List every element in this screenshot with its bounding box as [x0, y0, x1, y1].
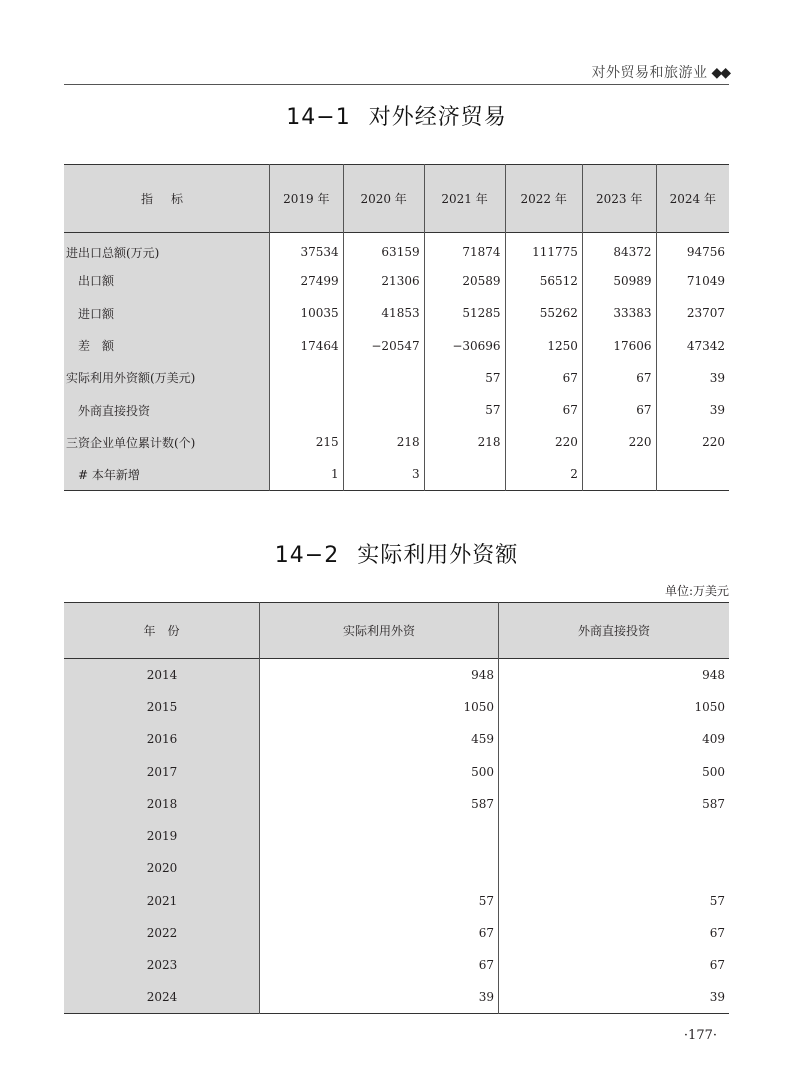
table-cell: 39 — [499, 981, 730, 1013]
row-year: 2014 — [64, 659, 260, 691]
row-year: 2022 — [64, 917, 260, 949]
table-cell — [260, 852, 499, 884]
table-row — [64, 426, 729, 458]
table-row — [64, 297, 729, 329]
table-row — [64, 265, 729, 297]
row-label: 外商直接投资 — [64, 394, 270, 426]
table-row — [64, 788, 729, 820]
foreign-trade-table — [64, 164, 729, 491]
table-cell: 57 — [424, 394, 505, 426]
table-cell: 39 — [260, 981, 499, 1013]
header-year: 2021 年 — [424, 165, 505, 233]
diamond-marker-icon: ◆◆ — [711, 65, 729, 81]
table-row — [64, 659, 729, 691]
table-cell: 51285 — [424, 297, 505, 329]
table-cell: 17606 — [582, 329, 656, 361]
header-year: 2022 年 — [505, 165, 582, 233]
table-cell — [343, 362, 424, 394]
row-year: 2024 — [64, 981, 260, 1013]
table-header-row — [64, 603, 729, 659]
row-year: 2023 — [64, 949, 260, 981]
table-cell — [270, 394, 344, 426]
row-year: 2015 — [64, 691, 260, 723]
table-cell: 948 — [260, 659, 499, 691]
row-year: 2017 — [64, 755, 260, 787]
header-year: 2024 年 — [656, 165, 729, 233]
table-cell: 1050 — [260, 691, 499, 723]
table-row — [64, 394, 729, 426]
table-cell: 94756 — [656, 233, 729, 265]
header-year: 2023 年 — [582, 165, 656, 233]
table-cell: 500 — [499, 755, 730, 787]
table-cell: 1 — [270, 459, 344, 491]
table-cell: 67 — [582, 362, 656, 394]
table-cell: 23707 — [656, 297, 729, 329]
table1-title-text: 对外经济贸易 — [368, 105, 507, 130]
table-cell: −30696 — [424, 329, 505, 361]
table-cell: 67 — [499, 949, 730, 981]
row-year: 2021 — [64, 885, 260, 917]
table-row — [64, 233, 729, 265]
table-cell: 37534 — [270, 233, 344, 265]
row-label: # 本年新增 — [64, 459, 270, 491]
table-cell: 218 — [424, 426, 505, 458]
table-cell — [499, 820, 730, 852]
table2-title — [0, 538, 793, 569]
table-cell: 63159 — [343, 233, 424, 265]
table-cell: 500 — [260, 755, 499, 787]
row-year: 2019 — [64, 820, 260, 852]
table-cell: 17464 — [270, 329, 344, 361]
table-cell: 587 — [260, 788, 499, 820]
table-cell — [343, 394, 424, 426]
header-actual-foreign-capital: 实际利用外资 — [260, 603, 499, 659]
table-cell: 67 — [505, 362, 582, 394]
table-cell: 67 — [505, 394, 582, 426]
table-cell: 67 — [499, 917, 730, 949]
table-cell: 2 — [505, 459, 582, 491]
row-year: 2018 — [64, 788, 260, 820]
table-cell: 47342 — [656, 329, 729, 361]
row-label: 进出口总额(万元) — [64, 233, 270, 265]
foreign-investment-table — [64, 602, 729, 1014]
header-year: 年 份 — [64, 603, 260, 659]
table-cell: 459 — [260, 723, 499, 755]
table-cell: 50989 — [582, 265, 656, 297]
header-year: 2019 年 — [270, 165, 344, 233]
table-cell — [424, 459, 505, 491]
table-cell: 27499 — [270, 265, 344, 297]
table-cell: 55262 — [505, 297, 582, 329]
row-label: 三资企业单位累计数(个) — [64, 426, 270, 458]
table-header-row — [64, 165, 729, 233]
table-cell: 948 — [499, 659, 730, 691]
table-row — [64, 723, 729, 755]
table-cell: 220 — [582, 426, 656, 458]
table-cell: 409 — [499, 723, 730, 755]
table-row — [64, 691, 729, 723]
table-cell: 111775 — [505, 233, 582, 265]
table-cell: 21306 — [343, 265, 424, 297]
table-cell: 67 — [260, 949, 499, 981]
table-row — [64, 885, 729, 917]
table-row — [64, 981, 729, 1013]
header-year: 2020 年 — [343, 165, 424, 233]
table-cell: 10035 — [270, 297, 344, 329]
table-row — [64, 459, 729, 491]
table-cell: 71049 — [656, 265, 729, 297]
table2-number: 14−2 — [274, 543, 340, 568]
table-cell: 57 — [260, 885, 499, 917]
header-fdi: 外商直接投资 — [499, 603, 730, 659]
table-cell — [656, 459, 729, 491]
table-row — [64, 820, 729, 852]
table-cell — [270, 362, 344, 394]
header-rule — [64, 84, 729, 85]
table-row — [64, 949, 729, 981]
table-cell: 57 — [424, 362, 505, 394]
table-row — [64, 852, 729, 884]
table-cell: 587 — [499, 788, 730, 820]
row-year: 2016 — [64, 723, 260, 755]
table-cell — [582, 459, 656, 491]
table-cell: 1050 — [499, 691, 730, 723]
table-cell: 1250 — [505, 329, 582, 361]
table-cell: 57 — [499, 885, 730, 917]
table-cell: 67 — [260, 917, 499, 949]
table1-title — [0, 100, 793, 131]
table-cell: 39 — [656, 362, 729, 394]
unit-note: 单位:万美元 — [664, 584, 729, 598]
table-row — [64, 329, 729, 361]
row-label: 出口额 — [64, 265, 270, 297]
table-cell — [260, 820, 499, 852]
table-cell: 33383 — [582, 297, 656, 329]
table1-number: 14−1 — [286, 105, 351, 130]
table-row — [64, 917, 729, 949]
table-row — [64, 755, 729, 787]
row-label: 实际利用外资额(万美元) — [64, 362, 270, 394]
table-cell: 220 — [505, 426, 582, 458]
table-cell: 20589 — [424, 265, 505, 297]
table2-title-text: 实际利用外资额 — [357, 543, 519, 568]
table-cell: 220 — [656, 426, 729, 458]
row-year: 2020 — [64, 852, 260, 884]
table-cell: 84372 — [582, 233, 656, 265]
table-cell: 215 — [270, 426, 344, 458]
row-label: 差 额 — [64, 329, 270, 361]
header-indicator: 指标 — [64, 165, 270, 233]
table-cell: 67 — [582, 394, 656, 426]
row-label: 进口额 — [64, 297, 270, 329]
table-cell: 71874 — [424, 233, 505, 265]
table-cell: 41853 — [343, 297, 424, 329]
running-header-text: 对外贸易和旅游业 — [591, 65, 708, 81]
table-cell: 3 — [343, 459, 424, 491]
table-row — [64, 362, 729, 394]
table-cell: −20547 — [343, 329, 424, 361]
table-cell: 56512 — [505, 265, 582, 297]
page-number: ·177· — [683, 1028, 717, 1043]
running-header — [591, 62, 729, 82]
table-cell: 39 — [656, 394, 729, 426]
table-cell: 218 — [343, 426, 424, 458]
table-cell — [499, 852, 730, 884]
